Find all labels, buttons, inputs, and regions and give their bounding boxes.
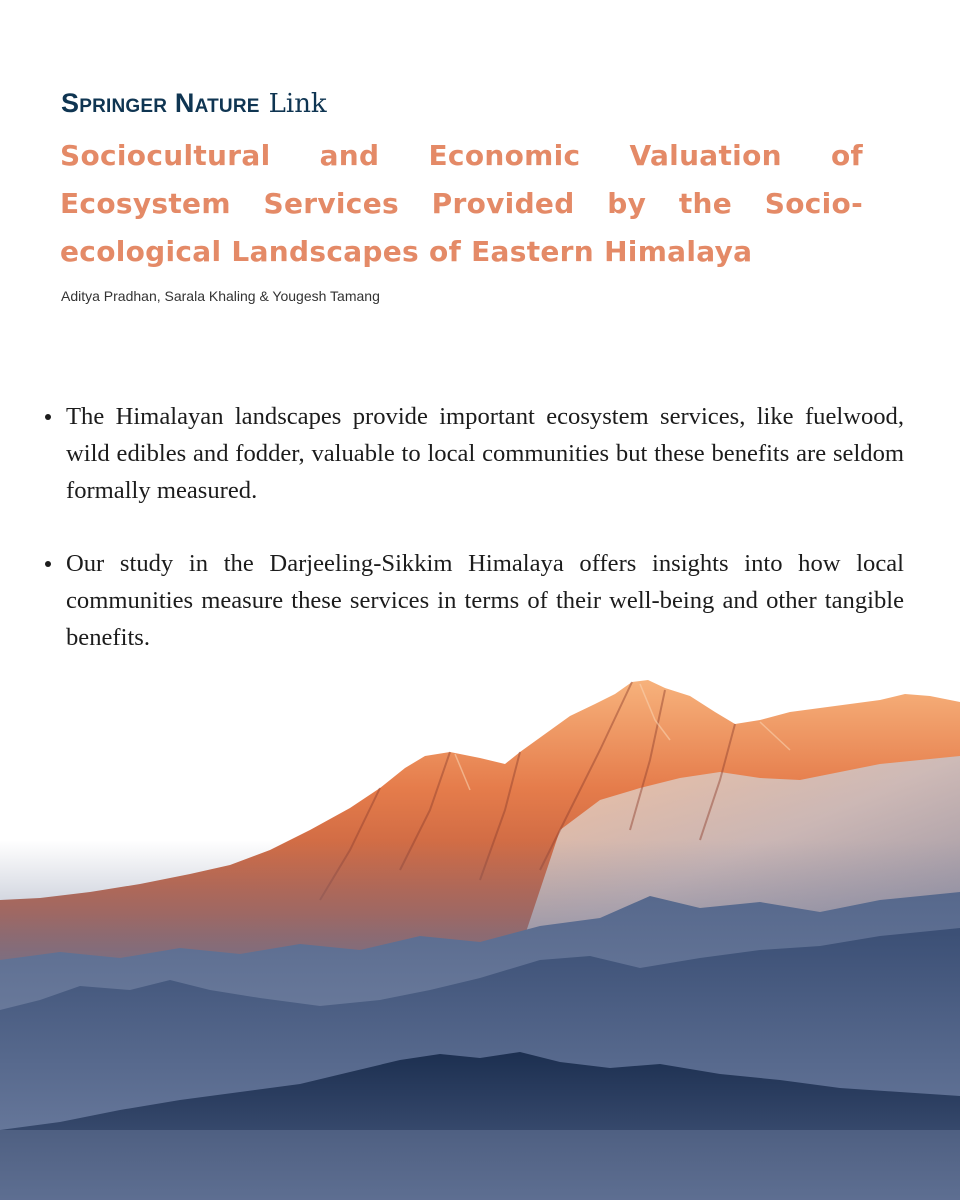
springer-nature-link-logo[interactable]: [61, 88, 327, 128]
highlight-item: [40, 398, 904, 509]
highlights-list: [40, 398, 904, 692]
highlight-item: [40, 545, 904, 656]
highlight-text: The Himalayan landscapes provide important ecosystem services, like fuelwood, wild edibles and fodder, valuable to local communities but these benefits are seldom formally measured.: [66, 403, 904, 504]
article-authors: Aditya Pradhan, Sarala Khaling & Yougesh Tamang: [61, 288, 380, 304]
article-title[interactable]: Sociocultural and Economic Valuation of Ecosystem Services Provided by the Socio-ecological Landscapes of Eastern Himalaya: [60, 139, 863, 268]
highlight-text: Our study in the Darjeeling-Sikkim Himalaya offers insights into how local communities measure these services in terms of their well-being and other tangible benefits.: [66, 550, 904, 651]
logo-link-text: Link: [268, 89, 327, 119]
bullet-icon: [45, 414, 51, 420]
logo-brand-text: Springer Nature: [61, 88, 260, 118]
bullet-icon: [45, 561, 51, 567]
mountain-landscape-image: [0, 660, 960, 1200]
